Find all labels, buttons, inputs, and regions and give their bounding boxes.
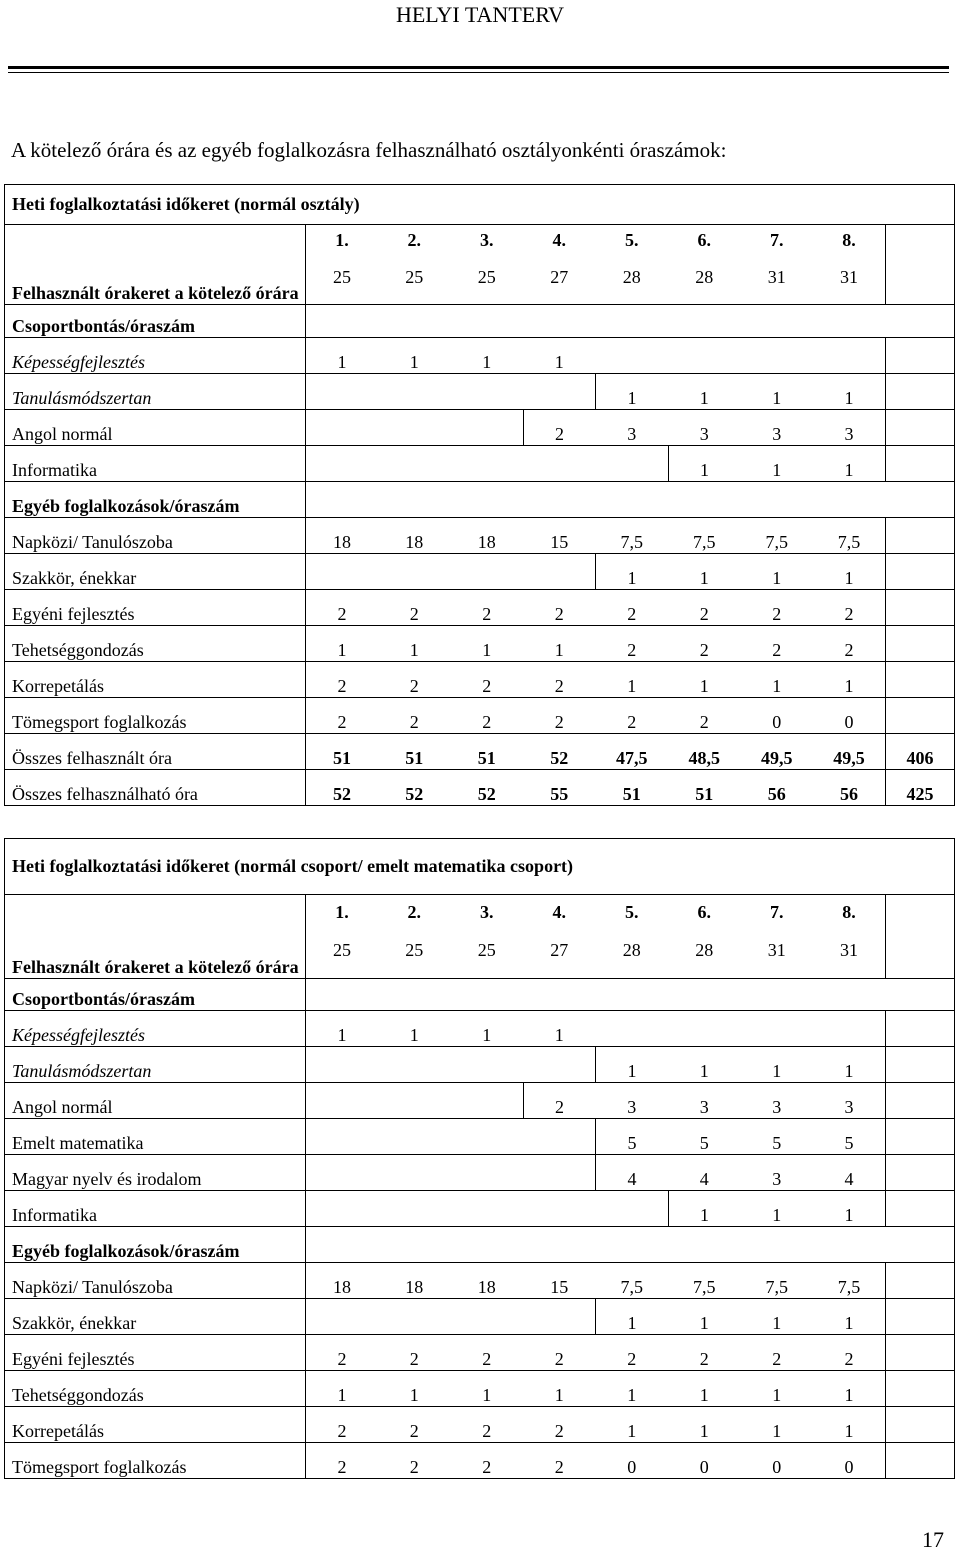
value-cell: 2 bbox=[378, 698, 451, 734]
table-row-angol-normal bbox=[5, 410, 955, 446]
value-cell: 3 bbox=[741, 1083, 814, 1119]
blank-span-cell bbox=[306, 1119, 596, 1155]
grade-header-cell: 5. bbox=[596, 895, 669, 923]
value-cell: 1 bbox=[306, 1371, 379, 1407]
value-cell: 5 bbox=[741, 1119, 814, 1155]
value-cell: 2 bbox=[668, 590, 741, 626]
value-cell: 28 bbox=[596, 251, 669, 305]
grade-header-cell: 7. bbox=[741, 895, 814, 923]
row-label: Felhasznált órakeret a kötelező órára bbox=[5, 923, 306, 979]
table-row-egyeni-fejlesztes bbox=[5, 590, 955, 626]
value-cell: 51 bbox=[451, 734, 524, 770]
value-cell: 51 bbox=[306, 734, 379, 770]
value-cell: 1 bbox=[451, 338, 524, 374]
value-cell: 18 bbox=[451, 1263, 524, 1299]
row-label: Tehetséggondozás bbox=[5, 1371, 306, 1407]
value-cell: 52 bbox=[306, 770, 379, 806]
value-cell: 52 bbox=[523, 734, 596, 770]
row-label: Képességfejlesztés bbox=[5, 338, 306, 374]
value-cell: 2 bbox=[451, 590, 524, 626]
table-title: Heti foglalkoztatási időkeret (normál osztály) bbox=[5, 185, 955, 225]
value-cell: 47,5 bbox=[596, 734, 669, 770]
value-cell: 7,5 bbox=[668, 518, 741, 554]
value-cell: 1 bbox=[668, 374, 741, 410]
value-cell: 1 bbox=[813, 1191, 886, 1227]
value-cell: 49,5 bbox=[813, 734, 886, 770]
empty-row-cell bbox=[306, 482, 955, 518]
value-cell bbox=[813, 338, 886, 374]
table-row-tanulasmodszertan bbox=[5, 1047, 955, 1083]
value-cell: 1 bbox=[813, 374, 886, 410]
table-row-tehetseggondozas bbox=[5, 1371, 955, 1407]
table-title: Heti foglalkoztatási időkeret (normál csoport/ emelt matematika csoport) bbox=[5, 839, 955, 895]
row-label: Képességfejlesztés bbox=[5, 1011, 306, 1047]
table-row-egyeb-foglalkozasok-oraszam bbox=[5, 1227, 955, 1263]
grade-header-cell: 2. bbox=[378, 895, 451, 923]
blank-span-cell bbox=[306, 1083, 524, 1119]
value-cell: 1 bbox=[813, 1299, 886, 1335]
value-cell: 1 bbox=[596, 662, 669, 698]
value-cell: 1 bbox=[813, 554, 886, 590]
value-cell: 2 bbox=[813, 626, 886, 662]
value-cell: 2 bbox=[306, 590, 379, 626]
row-label: Tanulásmódszertan bbox=[5, 1047, 306, 1083]
row-label: Angol normál bbox=[5, 1083, 306, 1119]
grade-header-cell: 1. bbox=[306, 225, 379, 251]
empty-row-cell bbox=[306, 979, 955, 1011]
row-label: Napközi/ Tanulószoba bbox=[5, 1263, 306, 1299]
value-cell: 1 bbox=[668, 554, 741, 590]
time-frame-table-normal-class bbox=[4, 184, 955, 806]
grade-header-blank bbox=[5, 895, 306, 923]
row-label: Emelt matematika bbox=[5, 1119, 306, 1155]
blank-span-cell bbox=[306, 446, 669, 482]
value-cell: 0 bbox=[668, 1443, 741, 1479]
grade-header-cell: 6. bbox=[668, 895, 741, 923]
value-cell: 1 bbox=[741, 1047, 814, 1083]
value-cell: 2 bbox=[741, 626, 814, 662]
value-cell: 55 bbox=[523, 770, 596, 806]
value-cell bbox=[813, 1011, 886, 1047]
value-cell: 1 bbox=[523, 338, 596, 374]
value-cell: 2 bbox=[523, 1407, 596, 1443]
value-cell: 1 bbox=[813, 662, 886, 698]
table-row-tomegsport-foglalkozas bbox=[5, 698, 955, 734]
value-cell: 27 bbox=[523, 923, 596, 979]
row-label: Tömegsport foglalkozás bbox=[5, 698, 306, 734]
value-cell: 18 bbox=[306, 518, 379, 554]
page-number: 17 bbox=[922, 1527, 944, 1552]
value-cell: 7,5 bbox=[596, 518, 669, 554]
value-cell: 1 bbox=[306, 626, 379, 662]
value-cell: 1 bbox=[668, 1191, 741, 1227]
value-cell bbox=[596, 1011, 669, 1047]
value-cell: 1 bbox=[813, 1371, 886, 1407]
value-cell: 28 bbox=[668, 251, 741, 305]
value-cell: 1 bbox=[306, 1011, 379, 1047]
value-cell: 0 bbox=[741, 698, 814, 734]
row-label: Felhasznált órakeret a kötelező órára bbox=[5, 251, 306, 305]
row-label: Napközi/ Tanulószoba bbox=[5, 518, 306, 554]
value-cell: 2 bbox=[306, 1335, 379, 1371]
value-cell: 31 bbox=[741, 923, 814, 979]
value-cell: 7,5 bbox=[741, 518, 814, 554]
value-cell: 1 bbox=[451, 1371, 524, 1407]
value-cell: 1 bbox=[378, 626, 451, 662]
value-cell: 2 bbox=[596, 626, 669, 662]
value-cell: 51 bbox=[378, 734, 451, 770]
table-row-csoportbontas-oraszam bbox=[5, 305, 955, 338]
value-cell: 5 bbox=[596, 1119, 669, 1155]
grade-header-cell: 1. bbox=[306, 895, 379, 923]
row-label: Magyar nyelv és irodalom bbox=[5, 1155, 306, 1191]
value-cell: 2 bbox=[378, 662, 451, 698]
value-cell: 7,5 bbox=[596, 1263, 669, 1299]
value-cell: 2 bbox=[378, 1407, 451, 1443]
table-row-magyar-nyelv-es-irodalom bbox=[5, 1155, 955, 1191]
value-cell: 0 bbox=[813, 698, 886, 734]
value-cell: 2 bbox=[523, 698, 596, 734]
row-label: Csoportbontás/óraszám bbox=[5, 305, 306, 338]
value-cell: 1 bbox=[523, 626, 596, 662]
value-cell: 2 bbox=[668, 626, 741, 662]
blank-span-cell bbox=[306, 410, 524, 446]
value-cell: 15 bbox=[523, 1263, 596, 1299]
value-cell: 2 bbox=[523, 410, 596, 446]
grade-header-cell: 4. bbox=[523, 225, 596, 251]
value-cell: 1 bbox=[523, 1011, 596, 1047]
value-cell: 1 bbox=[813, 446, 886, 482]
value-cell bbox=[741, 1011, 814, 1047]
value-cell: 5 bbox=[668, 1119, 741, 1155]
value-cell: 2 bbox=[523, 1335, 596, 1371]
value-cell: 28 bbox=[668, 923, 741, 979]
value-cell: 0 bbox=[813, 1443, 886, 1479]
value-cell: 1 bbox=[378, 1371, 451, 1407]
value-cell: 51 bbox=[668, 770, 741, 806]
value-cell: 2 bbox=[668, 1335, 741, 1371]
value-cell: 1 bbox=[306, 338, 379, 374]
empty-row-cell bbox=[306, 305, 955, 338]
value-cell: 2 bbox=[306, 1443, 379, 1479]
row-label: Szakkör, énekkar bbox=[5, 554, 306, 590]
total-cell: 425 bbox=[886, 770, 955, 806]
grade-header-cell: 8. bbox=[813, 895, 886, 923]
value-cell: 3 bbox=[596, 1083, 669, 1119]
value-cell: 1 bbox=[741, 554, 814, 590]
row-label: Tehetséggondozás bbox=[5, 626, 306, 662]
blank-span-cell bbox=[306, 1299, 596, 1335]
value-cell: 49,5 bbox=[741, 734, 814, 770]
blank-span-cell bbox=[306, 1191, 669, 1227]
value-cell: 1 bbox=[668, 662, 741, 698]
value-cell: 2 bbox=[596, 1335, 669, 1371]
value-cell: 2 bbox=[813, 1335, 886, 1371]
value-cell: 25 bbox=[306, 923, 379, 979]
row-label: Összes felhasznált óra bbox=[5, 734, 306, 770]
blank-span-cell bbox=[306, 374, 596, 410]
table-row-kepessegfejlesztes bbox=[5, 1011, 955, 1047]
value-cell: 1 bbox=[741, 1371, 814, 1407]
grade-header-cell: 8. bbox=[813, 225, 886, 251]
value-cell: 1 bbox=[741, 1191, 814, 1227]
value-cell bbox=[668, 338, 741, 374]
value-cell: 2 bbox=[523, 590, 596, 626]
value-cell: 2 bbox=[523, 1083, 596, 1119]
row-label: Szakkör, énekkar bbox=[5, 1299, 306, 1335]
value-cell: 1 bbox=[378, 1011, 451, 1047]
value-cell: 1 bbox=[668, 446, 741, 482]
value-cell: 1 bbox=[668, 1407, 741, 1443]
page-header-title: HELYI TANTERV bbox=[395, 2, 564, 27]
value-cell: 27 bbox=[523, 251, 596, 305]
value-cell: 51 bbox=[596, 770, 669, 806]
intro-text: A kötelező órára és az egyéb foglalkozásra felhasználható osztályonkénti óraszámok: bbox=[11, 138, 727, 162]
table-row-osszes-felhasznalt-ora bbox=[5, 734, 955, 770]
blank-span-cell bbox=[306, 554, 596, 590]
value-cell: 18 bbox=[378, 518, 451, 554]
value-cell: 3 bbox=[668, 410, 741, 446]
value-cell: 48,5 bbox=[668, 734, 741, 770]
value-cell: 25 bbox=[378, 251, 451, 305]
value-cell: 1 bbox=[668, 1299, 741, 1335]
table-row-felhasznalt-orakeret-a-kotelezo-orara bbox=[5, 251, 955, 305]
grade-header-cell: 6. bbox=[668, 225, 741, 251]
value-cell: 1 bbox=[596, 1299, 669, 1335]
table-row-napkozi-tanuloszoba bbox=[5, 1263, 955, 1299]
value-cell: 2 bbox=[451, 698, 524, 734]
value-cell: 2 bbox=[306, 662, 379, 698]
table-row-egyeb-foglalkozasok-oraszam bbox=[5, 482, 955, 518]
value-cell: 3 bbox=[596, 410, 669, 446]
value-cell: 56 bbox=[741, 770, 814, 806]
value-cell: 1 bbox=[813, 1407, 886, 1443]
value-cell: 3 bbox=[741, 1155, 814, 1191]
row-label: Korrepetálás bbox=[5, 1407, 306, 1443]
table-row-angol-normal bbox=[5, 1083, 955, 1119]
value-cell: 1 bbox=[523, 1371, 596, 1407]
value-cell: 18 bbox=[451, 518, 524, 554]
value-cell: 2 bbox=[451, 1335, 524, 1371]
grade-header-cell: 7. bbox=[741, 225, 814, 251]
value-cell: 0 bbox=[741, 1443, 814, 1479]
value-cell: 56 bbox=[813, 770, 886, 806]
grade-header-cell: 4. bbox=[523, 895, 596, 923]
value-cell: 2 bbox=[451, 1443, 524, 1479]
value-cell: 31 bbox=[741, 251, 814, 305]
table-row-tomegsport-foglalkozas bbox=[5, 1443, 955, 1479]
value-cell: 1 bbox=[741, 446, 814, 482]
value-cell: 1 bbox=[813, 1047, 886, 1083]
value-cell: 31 bbox=[813, 251, 886, 305]
table-row-informatika bbox=[5, 1191, 955, 1227]
time-frame-table-math-group bbox=[4, 838, 955, 1479]
value-cell: 28 bbox=[596, 923, 669, 979]
row-label: Egyéb foglalkozások/óraszám bbox=[5, 1227, 306, 1263]
value-cell: 2 bbox=[741, 590, 814, 626]
value-cell: 7,5 bbox=[813, 1263, 886, 1299]
value-cell: 4 bbox=[596, 1155, 669, 1191]
row-label: Csoportbontás/óraszám bbox=[5, 979, 306, 1011]
value-cell: 2 bbox=[451, 662, 524, 698]
table-row-korrepetalas bbox=[5, 662, 955, 698]
value-cell: 2 bbox=[378, 590, 451, 626]
table-row-osszes-felhasznalhato-ora bbox=[5, 770, 955, 806]
value-cell: 2 bbox=[741, 1335, 814, 1371]
value-cell: 1 bbox=[741, 1407, 814, 1443]
value-cell: 1 bbox=[596, 1371, 669, 1407]
value-cell: 2 bbox=[378, 1335, 451, 1371]
table-row-szakkor-enekkar bbox=[5, 554, 955, 590]
row-label: Egyéni fejlesztés bbox=[5, 590, 306, 626]
empty-row-cell bbox=[306, 1227, 955, 1263]
row-label: Összes felhasználható óra bbox=[5, 770, 306, 806]
total-cell: 406 bbox=[886, 734, 955, 770]
value-cell: 18 bbox=[378, 1263, 451, 1299]
row-label: Tanulásmódszertan bbox=[5, 374, 306, 410]
row-label: Korrepetálás bbox=[5, 662, 306, 698]
value-cell: 1 bbox=[596, 554, 669, 590]
value-cell: 1 bbox=[378, 338, 451, 374]
blank-span-cell bbox=[306, 1155, 596, 1191]
row-label: Egyéb foglalkozások/óraszám bbox=[5, 482, 306, 518]
value-cell: 7,5 bbox=[741, 1263, 814, 1299]
value-cell: 1 bbox=[741, 662, 814, 698]
header-rule-thin bbox=[8, 72, 949, 73]
table-row-tanulasmodszertan bbox=[5, 374, 955, 410]
value-cell: 2 bbox=[813, 590, 886, 626]
table-row-egyeni-fejlesztes bbox=[5, 1335, 955, 1371]
grade-header-cell: 3. bbox=[451, 895, 524, 923]
value-cell bbox=[668, 1011, 741, 1047]
value-cell: 5 bbox=[813, 1119, 886, 1155]
value-cell: 1 bbox=[451, 626, 524, 662]
value-cell: 25 bbox=[451, 251, 524, 305]
header-rule-thick bbox=[8, 66, 949, 69]
value-cell: 31 bbox=[813, 923, 886, 979]
table-row-szakkor-enekkar bbox=[5, 1299, 955, 1335]
value-cell: 2 bbox=[523, 1443, 596, 1479]
value-cell: 18 bbox=[306, 1263, 379, 1299]
row-label: Tömegsport foglalkozás bbox=[5, 1443, 306, 1479]
blank-span-cell bbox=[306, 1047, 596, 1083]
value-cell: 1 bbox=[596, 374, 669, 410]
value-cell: 1 bbox=[741, 374, 814, 410]
value-cell: 25 bbox=[451, 923, 524, 979]
value-cell: 1 bbox=[668, 1047, 741, 1083]
grade-header-cell: 3. bbox=[451, 225, 524, 251]
value-cell: 52 bbox=[451, 770, 524, 806]
row-label: Informatika bbox=[5, 446, 306, 482]
value-cell: 1 bbox=[596, 1047, 669, 1083]
value-cell: 2 bbox=[451, 1407, 524, 1443]
table-row-kepessegfejlesztes bbox=[5, 338, 955, 374]
value-cell: 4 bbox=[668, 1155, 741, 1191]
table-row-felhasznalt-orakeret-a-kotelezo-orara bbox=[5, 923, 955, 979]
value-cell: 15 bbox=[523, 518, 596, 554]
row-label: Egyéni fejlesztés bbox=[5, 1335, 306, 1371]
value-cell bbox=[596, 338, 669, 374]
value-cell: 2 bbox=[523, 662, 596, 698]
table-row-csoportbontas-oraszam bbox=[5, 979, 955, 1011]
value-cell: 1 bbox=[668, 1371, 741, 1407]
table-row-napkozi-tanuloszoba bbox=[5, 518, 955, 554]
table-row-korrepetalas bbox=[5, 1407, 955, 1443]
value-cell: 0 bbox=[596, 1443, 669, 1479]
table-row-tehetseggondozas bbox=[5, 626, 955, 662]
grade-header-cell: 5. bbox=[596, 225, 669, 251]
table-row-emelt-matematika bbox=[5, 1119, 955, 1155]
value-cell: 2 bbox=[306, 698, 379, 734]
value-cell: 2 bbox=[378, 1443, 451, 1479]
value-cell: 3 bbox=[813, 410, 886, 446]
row-label: Angol normál bbox=[5, 410, 306, 446]
value-cell: 1 bbox=[451, 1011, 524, 1047]
value-cell: 3 bbox=[741, 410, 814, 446]
value-cell bbox=[741, 338, 814, 374]
value-cell: 2 bbox=[306, 1407, 379, 1443]
value-cell: 2 bbox=[668, 698, 741, 734]
value-cell: 25 bbox=[378, 923, 451, 979]
value-cell: 25 bbox=[306, 251, 379, 305]
row-label: Informatika bbox=[5, 1191, 306, 1227]
table-row-informatika bbox=[5, 446, 955, 482]
value-cell: 3 bbox=[668, 1083, 741, 1119]
value-cell: 4 bbox=[813, 1155, 886, 1191]
grade-header-cell: 2. bbox=[378, 225, 451, 251]
value-cell: 7,5 bbox=[813, 518, 886, 554]
value-cell: 3 bbox=[813, 1083, 886, 1119]
value-cell: 2 bbox=[596, 698, 669, 734]
value-cell: 2 bbox=[596, 590, 669, 626]
value-cell: 7,5 bbox=[668, 1263, 741, 1299]
value-cell: 1 bbox=[741, 1299, 814, 1335]
value-cell: 1 bbox=[596, 1407, 669, 1443]
grade-header-blank bbox=[5, 225, 306, 251]
value-cell: 52 bbox=[378, 770, 451, 806]
